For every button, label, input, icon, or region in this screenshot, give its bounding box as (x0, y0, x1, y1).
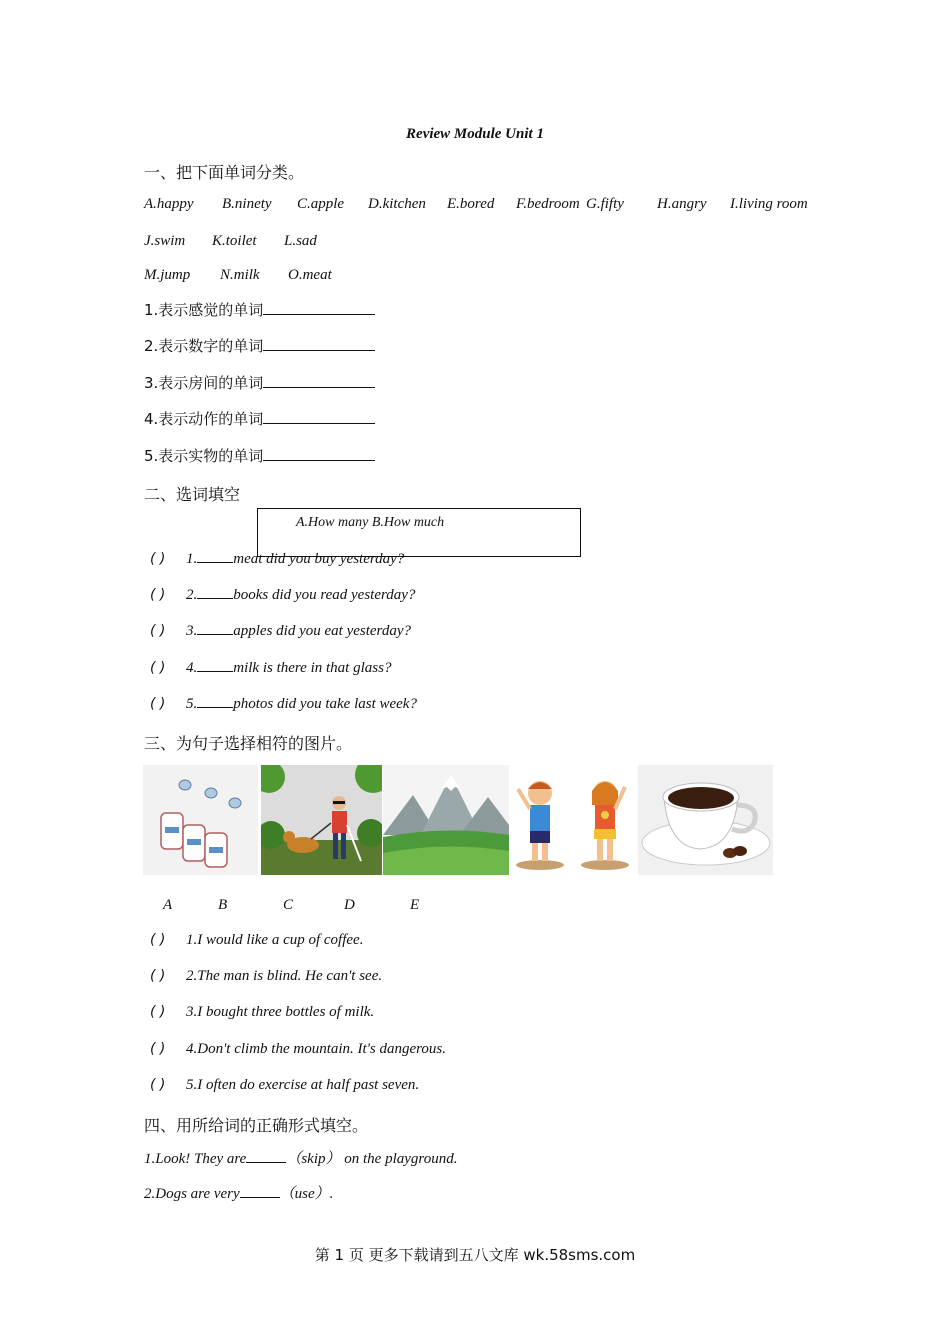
word: B.ninety (222, 196, 272, 212)
page-footer: 第 1 页 更多下载请到五八文库 wk.58sms.com (314, 1246, 636, 1264)
form-item: 1.Look! They are （skip） on the playground. (144, 1151, 458, 1167)
form-item: 2.Dogs are very （use）. (144, 1186, 334, 1202)
match-item: ( ) 1.I would like a cup of coffee. (150, 932, 364, 948)
word: D.kitchen (368, 196, 426, 212)
classify-prompt: 3.表示房间的单词 (144, 372, 375, 393)
word: M.jump (144, 267, 191, 283)
page-title: Review Module Unit 1 (406, 126, 544, 142)
classify-prompt: 5.表示实物的单词 (144, 445, 375, 466)
answer-blank[interactable] (246, 1150, 286, 1163)
answer-blank[interactable] (263, 409, 375, 424)
word: H.angry (657, 196, 707, 212)
word: O.meat (288, 267, 332, 283)
image-label: C (283, 897, 294, 913)
classify-prompt: 2.表示数字的单词 (144, 335, 375, 356)
milk-bottles-image (143, 765, 258, 875)
word: L.sad (284, 233, 317, 249)
answer-blank[interactable] (263, 373, 375, 388)
coffee-cup-image (638, 765, 773, 875)
image-label: A (163, 897, 173, 913)
answer-blank[interactable] (240, 1185, 280, 1198)
fill-item: ( ) 5. photos did you take last week? (150, 696, 417, 712)
word: K.toilet (212, 233, 257, 249)
fill-item: ( ) 4. milk is there in that glass? (150, 660, 392, 676)
section2-heading: 二、选词填空 (144, 485, 241, 504)
classify-prompt: 4.表示动作的单词 (144, 408, 375, 429)
fill-item: ( ) 1. meat did you buy yesterday? (150, 551, 405, 567)
match-item: ( ) 4.Don't climb the mountain. It's dangerous. (150, 1041, 447, 1057)
children-exercising-image (510, 765, 635, 875)
word: J.swim (144, 233, 186, 249)
word: F.bedroom (516, 196, 580, 212)
mountains-image (383, 765, 509, 875)
image-label: B (218, 897, 228, 913)
word-choice-text: A.How many B.How much (296, 515, 445, 530)
section3-heading: 三、为句子选择相符的图片。 (144, 734, 353, 753)
fill-item: ( ) 2. books did you read yesterday? (150, 587, 416, 603)
word: I.living room (730, 196, 808, 212)
answer-blank[interactable] (263, 446, 375, 461)
section1-heading: 一、把下面单词分类。 (144, 163, 305, 182)
word: C.apple (297, 196, 345, 212)
section4-heading: 四、用所给词的正确形式填空。 (144, 1116, 369, 1135)
blind-man-image (261, 765, 382, 875)
classify-prompt: 1.表示感觉的单词 (144, 299, 375, 320)
word: A.happy (144, 196, 194, 212)
image-label: D (344, 897, 355, 913)
match-item: ( ) 2.The man is blind. He can't see. (150, 968, 383, 984)
word: N.milk (220, 267, 260, 283)
word: G.fifty (586, 196, 624, 212)
fill-item: ( ) 3. apples did you eat yesterday? (150, 623, 411, 639)
answer-blank[interactable] (263, 336, 375, 351)
match-item: ( ) 3.I bought three bottles of milk. (150, 1004, 375, 1020)
word: E.bored (447, 196, 495, 212)
answer-blank[interactable] (263, 300, 375, 315)
image-label: E (410, 897, 420, 913)
match-item: ( ) 5.I often do exercise at half past seven. (150, 1077, 420, 1093)
